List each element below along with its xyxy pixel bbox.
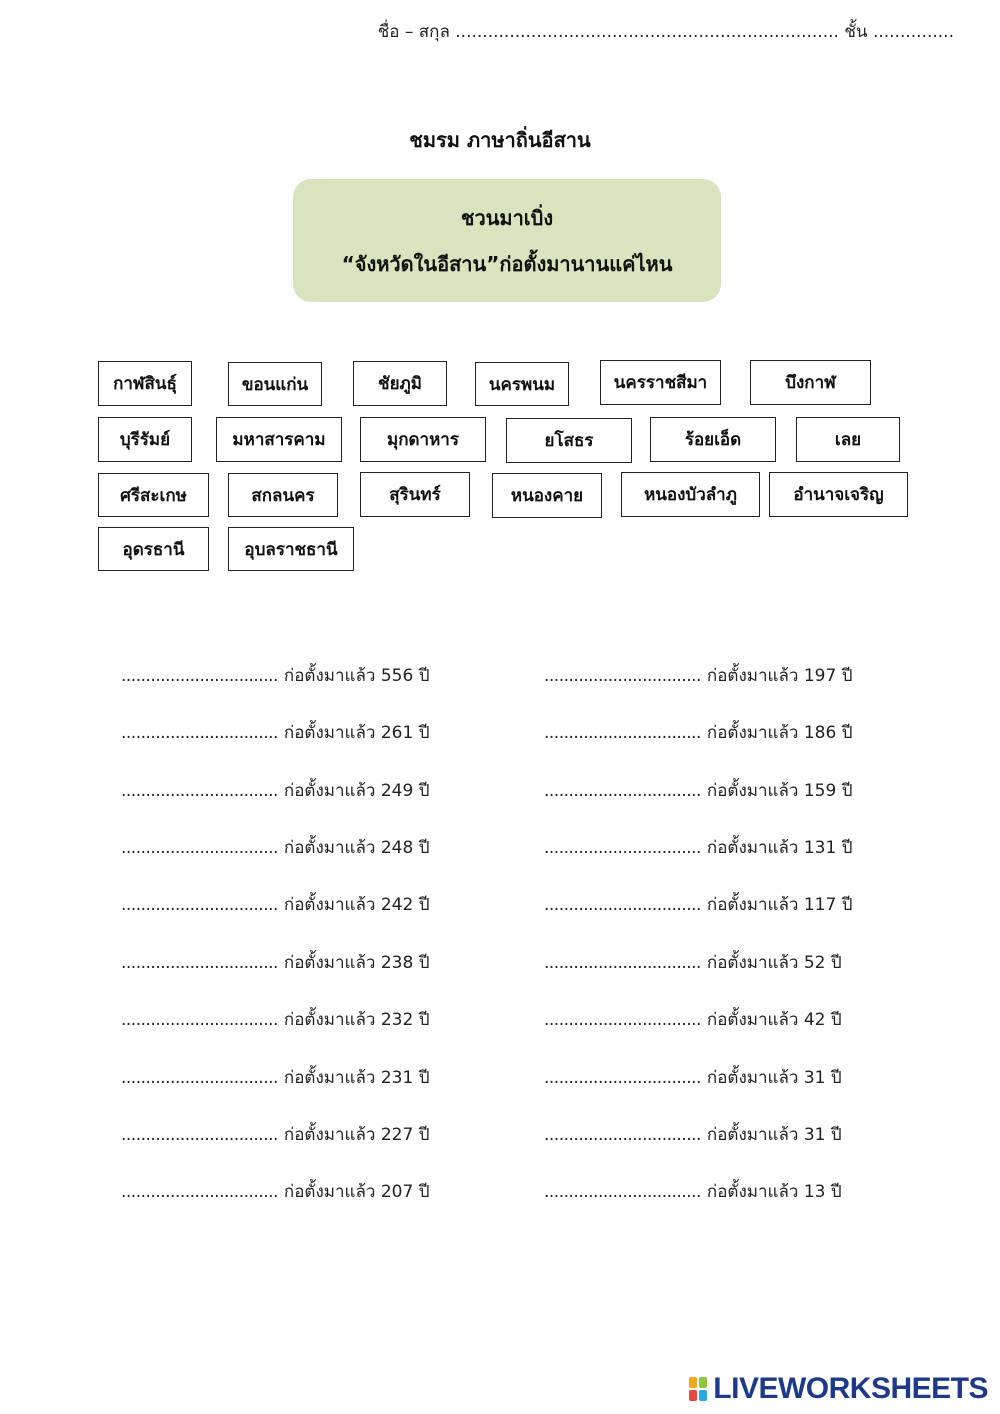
answer-blank[interactable]: ................................ — [121, 895, 278, 915]
instruction-banner — [293, 179, 721, 302]
province-box[interactable]: ยโสธร — [506, 418, 632, 463]
answer-blank[interactable]: ................................ — [544, 1182, 701, 1202]
answer-line: ................................ ก่อตั้งมาแล้ว 227 ปี — [121, 1125, 430, 1145]
province-box[interactable]: ขอนแก่น — [228, 362, 322, 406]
province-box[interactable]: นครพนม — [475, 362, 569, 406]
answer-line: ................................ ก่อตั้งมาแล้ว 31 ปี — [544, 1125, 842, 1145]
answer-line: ................................ ก่อตั้งมาแล้ว 117 ปี — [544, 895, 853, 915]
province-box[interactable]: ศรีสะเกษ — [98, 473, 209, 517]
answer-years: 242 — [380, 895, 414, 915]
answer-blank[interactable]: ................................ — [544, 781, 701, 801]
answer-blank[interactable]: ................................ — [121, 723, 278, 743]
answer-line: ................................ ก่อตั้งมาแล้ว 556 ปี — [121, 666, 430, 686]
name-field[interactable]: ....................................................................... — [455, 22, 839, 42]
answer-years: 131 — [803, 838, 837, 858]
province-box[interactable]: ชัยภูมิ — [353, 361, 447, 406]
answer-blank[interactable]: ................................ — [121, 953, 278, 973]
answer-years: 261 — [380, 723, 414, 743]
province-box[interactable]: สุรินทร์ — [360, 472, 470, 517]
answer-years: 159 — [803, 781, 837, 801]
answer-years: 248 — [380, 838, 414, 858]
province-box[interactable]: สกลนคร — [228, 473, 338, 517]
province-box[interactable]: มหาสารคาม — [216, 417, 342, 462]
answer-line: ................................ ก่อตั้งมาแล้ว 52 ปี — [544, 953, 842, 973]
answer-blank[interactable]: ................................ — [121, 1010, 278, 1030]
province-box[interactable]: นครราชสีมา — [600, 360, 721, 405]
answer-line: ................................ ก่อตั้งมาแล้ว 13 ปี — [544, 1182, 842, 1202]
answer-blank[interactable]: ................................ — [121, 1068, 278, 1088]
province-box[interactable]: ร้อยเอ็ด — [650, 417, 776, 462]
answer-line: ................................ ก่อตั้งมาแล้ว 207 ปี — [121, 1182, 430, 1202]
answer-blank[interactable]: ................................ — [121, 1125, 278, 1145]
class-label: ชั้น — [844, 22, 868, 42]
answer-years: 13 — [803, 1182, 826, 1202]
answer-line: ................................ ก่อตั้งมาแล้ว 249 ปี — [121, 781, 430, 801]
answer-years: 42 — [803, 1010, 826, 1030]
answer-line: ................................ ก่อตั้งมาแล้ว 186 ปี — [544, 723, 853, 743]
answer-line: ................................ ก่อตั้งมาแล้ว 197 ปี — [544, 666, 853, 686]
province-box[interactable]: บุรีรัมย์ — [98, 417, 192, 462]
province-box[interactable]: หนองคาย — [492, 473, 602, 518]
answer-years: 227 — [380, 1125, 414, 1145]
answer-line: ................................ ก่อตั้งมาแล้ว 159 ปี — [544, 781, 853, 801]
answer-line: ................................ ก่อตั้งมาแล้ว 131 ปี — [544, 838, 853, 858]
name-label: ชื่อ – สกุล — [377, 22, 450, 42]
answer-line: ................................ ก่อตั้งมาแล้ว 261 ปี — [121, 723, 430, 743]
answer-years: 232 — [380, 1010, 414, 1030]
banner-line-2: “จังหวัดในอีสาน”ก่อตั้งมานานแค่ไหน — [341, 251, 673, 276]
liveworksheets-logo — [689, 1374, 988, 1404]
province-box[interactable]: กาฬสินธุ์ — [98, 361, 192, 406]
answer-blank[interactable]: ................................ — [544, 895, 701, 915]
student-info-line — [0, 18, 954, 45]
answer-blank[interactable]: ................................ — [121, 1182, 278, 1202]
logo-text: LIVEWORKSHEETS — [713, 1372, 988, 1405]
province-box[interactable]: เลย — [796, 417, 900, 462]
answer-line: ................................ ก่อตั้งมาแล้ว 232 ปี — [121, 1010, 430, 1030]
province-box[interactable]: อุดรธานี — [98, 527, 209, 571]
answer-line: ................................ ก่อตั้งมาแล้ว 242 ปี — [121, 895, 430, 915]
answer-blank[interactable]: ................................ — [544, 1010, 701, 1030]
answer-years: 52 — [803, 953, 826, 973]
answer-blank[interactable]: ................................ — [121, 781, 278, 801]
answer-blank[interactable]: ................................ — [544, 723, 701, 743]
answer-years: 238 — [380, 953, 414, 973]
answer-years: 249 — [380, 781, 414, 801]
answer-years: 231 — [380, 1068, 414, 1088]
answer-blank[interactable]: ................................ — [544, 1125, 701, 1145]
answer-line: ................................ ก่อตั้งมาแล้ว 231 ปี — [121, 1068, 430, 1088]
answer-line: ................................ ก่อตั้งมาแล้ว 42 ปี — [544, 1010, 842, 1030]
answer-blank[interactable]: ................................ — [544, 666, 701, 686]
answer-years: 197 — [803, 666, 837, 686]
answer-years: 207 — [380, 1182, 414, 1202]
answer-blank[interactable]: ................................ — [121, 838, 278, 858]
logo-blocks-icon — [689, 1377, 707, 1401]
answer-line: ................................ ก่อตั้งมาแล้ว 31 ปี — [544, 1068, 842, 1088]
banner-line-1: ชวนมาเบิ่ง — [460, 205, 554, 230]
page-title: ชมรม ภาษาถิ่นอีสาน — [409, 128, 591, 152]
answer-years: 31 — [803, 1125, 826, 1145]
answer-years: 31 — [803, 1068, 826, 1088]
province-box[interactable]: อุบลราชธานี — [228, 527, 354, 571]
province-box[interactable]: หนองบัวลำภู — [621, 472, 760, 517]
answer-blank[interactable]: ................................ — [544, 838, 701, 858]
province-box[interactable]: อำนาจเจริญ — [769, 472, 908, 517]
province-box[interactable]: มุกดาหาร — [360, 417, 486, 462]
answer-blank[interactable]: ................................ — [544, 1068, 701, 1088]
answer-blank[interactable]: ................................ — [544, 953, 701, 973]
class-field[interactable]: ............... — [872, 22, 954, 42]
answer-blank[interactable]: ................................ — [121, 666, 278, 686]
answer-line: ................................ ก่อตั้งมาแล้ว 238 ปี — [121, 953, 430, 973]
answer-years: 117 — [803, 895, 837, 915]
answer-line: ................................ ก่อตั้งมาแล้ว 248 ปี — [121, 838, 430, 858]
province-box[interactable]: บึงกาฬ — [750, 360, 871, 405]
answer-years: 186 — [803, 723, 837, 743]
answer-years: 556 — [380, 666, 414, 686]
